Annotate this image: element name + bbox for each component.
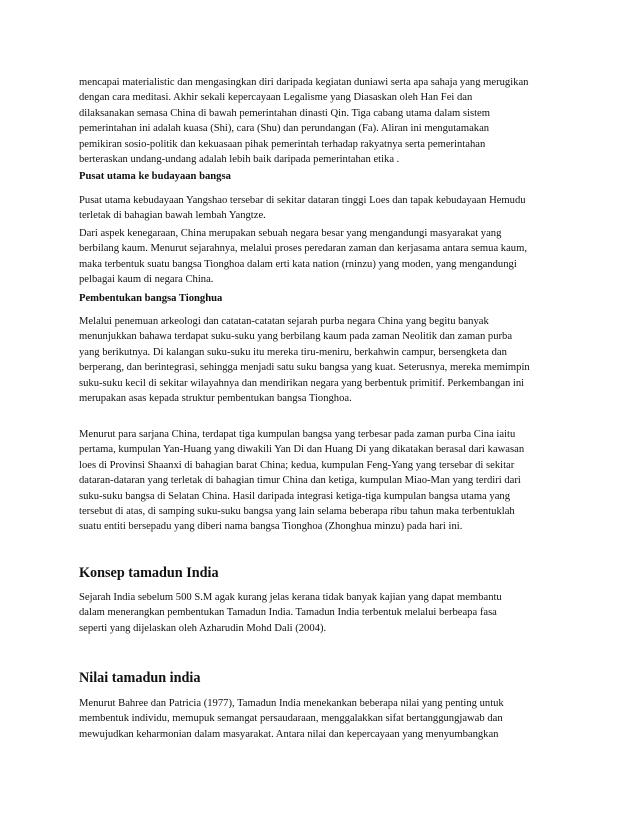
text-line: Sejarah India sebelum 500 S.M agak kurang jelas kerana tidak banyak kajian yang dapat membantu [79,592,502,603]
text-line: Melalui penemuan arkeologi dan catatan-catatan sejarah purba negara China yang begitu banyak [79,316,489,327]
subheading-pembentukan: Pembentukan bangsa Tionghua [79,293,223,304]
paragraph-text [79,427,565,535]
text-line: pelbagai kaum di negara China. [79,274,214,286]
text-line: dengan cara meditasi. Akhir sekali kepercayaan Legalisme yang Diasaskan oleh Han Fei dan [79,92,473,104]
text-line: Menurut para sarjana China, terdapat tiga kumpulan bangsa yang terbesar pada zaman purba Cina iaitu [79,429,516,440]
paragraph-text [79,314,565,406]
paragraph-arkeologi [79,314,565,406]
text-line: pemikiran sosio-politik dan kekuasaan pihak pemerintah terhadap rakyatnya serta pemerintahan [79,138,486,150]
text-line: suatu entiti bersepadu yang diberi nama bangsa Tionghoa (Zhonghua minzu) pada hari ini. [79,521,463,533]
paragraph-sarjana-china [79,427,565,535]
text-line: dataran-dataran yang terletak di bahagian timur China dan ketiga, kumpulan Miao-Man yang terdiri dari [79,475,521,487]
paragraph-text [79,75,565,167]
text-line: dilaksanakan semasa China di bawah pemerintahan dinasti Qin. Tiga cabang utama dalam sistem [79,107,490,119]
text-line: suku-suku bangsa di Selatan China. Hasil daripada integrasi ketiga-tiga kumpulan bangsa utama yang [79,490,510,502]
text-line: Dari aspek kenegaraan, China merupakan sebuah negara besar yang mengandungi masyarakat yang [79,228,502,239]
text-line: Pusat utama kebudayaan Yangshao tersebar di sekitar dataran tinggi Loes dan tapak kebudayaan Hemudu [79,195,526,206]
text-line: mewujudkan keharmonian dalam masyarakat. Antara nilai dan kepercayaan yang menyumbangkan [79,728,499,740]
heading-konsep-tamadun-india: Konsep tamadun India [79,565,219,581]
text-line: Menurut Bahree dan Patricia (1977), Tamadun India menekankan beberapa nilai yang penting untuk [79,698,504,709]
text-line: suku-suku kecil di sekitar wilayahnya dan mendirikan negara yang berbentuk primitif. Perkembangan ini [79,377,525,389]
text-line: berbilang kaum. Menurut sejarahnya, melalui proses peredaran zaman dan kerjasama antara semua kaum, [79,243,527,255]
text-line: pemerintahan ini adalah kuasa (Shi), cara (Shu) dan perundangan (Fa). Aliran ini mengutamakan [79,123,490,135]
text-line: loes di Provinsi Shaanxi di bahagian barat China; kedua, kumpulan Feng-Yang yang tersebar di sekitar [79,459,515,471]
paragraph-bahree-patricia [79,696,565,742]
paragraph-sejarah-india [79,590,565,636]
text-line: seperti yang dijelaskan oleh Azharudin Mohd Dali (2004). [79,622,327,634]
subheading-pusat-utama: Pusat utama ke budayaan bangsa [79,171,231,182]
text-line: dalam menerangkan pembentukan Tamadun India. Tamadun India terbentuk melalui berbeapa fasa [79,607,497,619]
text-line: maka terbentuk suatu bangsa Tionghoa dalam erti kata nation (rninzu) yang moden, yang mengandungi [79,258,517,270]
paragraph-legalisme [79,75,565,167]
paragraph-kenegaraan [79,226,565,288]
text-line: tersebut di atas, di samping suku-suku bangsa yang lain selama beberapa ribu tahun maka terbentuklah [79,506,515,518]
text-line: yang berikutnya. Di kalangan suku-suku itu mereka tiru-meniru, berkahwin campur, bersengketa dan [79,346,507,358]
text-line: menunjukkan bahawa terdapat suku-suku yang berbilang kaum pada zaman Neolitik dan zaman purba [79,331,513,343]
text-line: terletak di bahagian bawah lembah Yangtze. [79,210,266,222]
paragraph-text [79,193,565,224]
paragraph-text [79,226,565,288]
text-line: merupakan asas kepada struktur pembentukan bangsa Tionghoa. [79,393,352,405]
text-line: berteraskan undang-undang adalah lebih baik daripada pemerintahan etika . [79,154,400,166]
heading-nilai-tamadun-india: Nilai tamadun india [79,670,201,686]
paragraph-yangshao [79,193,565,224]
text-line: berperang, dan berintegrasi, sehingga menjadi satu suku bangsa yang kuat. Seterusnya, mereka memimpin [79,362,530,374]
text-line: pertama, kumpulan Yan-Huang yang diwakili Yan Di dan Huang Di yang dikatakan berasal dari kawasan [79,444,525,456]
paragraph-text [79,696,565,742]
text-line: membentuk individu, memupuk semangat persaudaraan, menggalakkan sifat bertanggungjawab dan [79,713,503,725]
text-line: mencapai materialistic dan mengasingkan diri daripada kegiatan duniawi serta apa sahaja yang merugikan [79,77,529,88]
paragraph-text [79,590,565,636]
